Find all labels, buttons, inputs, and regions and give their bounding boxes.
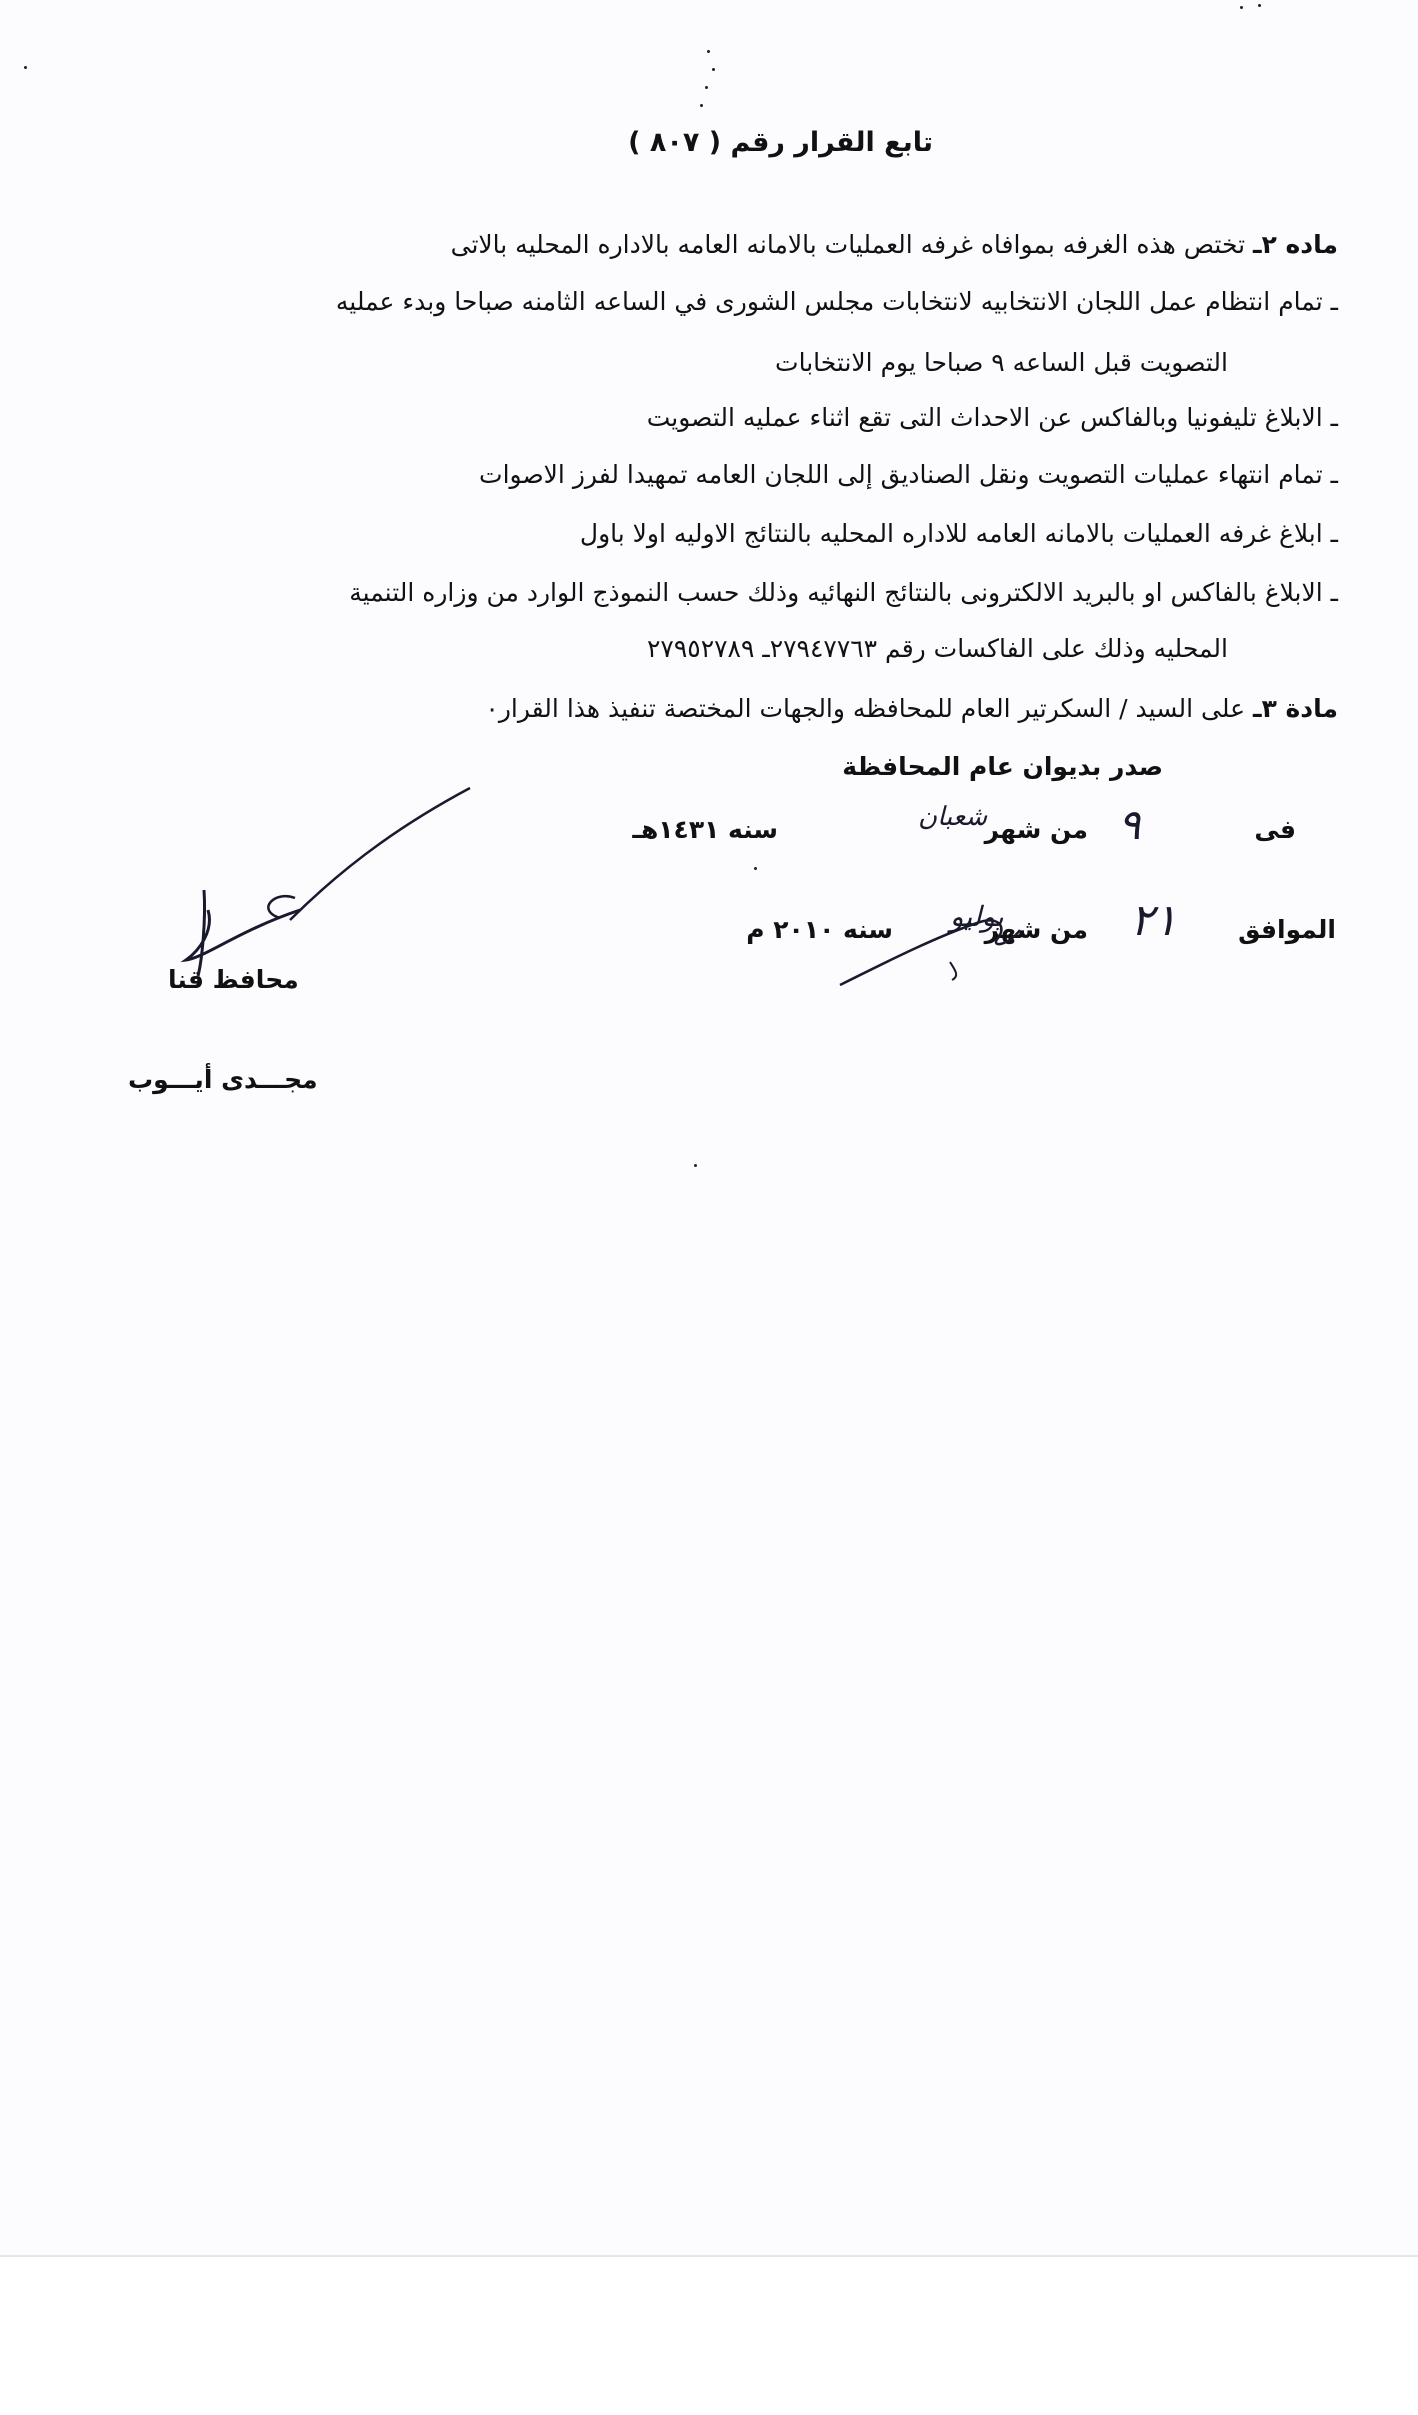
scan-speck xyxy=(1240,6,1243,9)
article-2-intro: تختص هذه الغرفه بموافاه غرفه العمليات بالامانه العامه بالاداره المحليه بالاتى xyxy=(450,230,1246,259)
gregorian-month-handwritten: يوليو xyxy=(950,900,1004,933)
issued-statement: صدر بديوان عام المحافظة xyxy=(842,752,1163,781)
governor-signature xyxy=(180,780,490,980)
scan-speck xyxy=(24,66,27,69)
article-3-label: مادة ٣ـ xyxy=(1253,694,1338,723)
date-handwriting-strokes xyxy=(830,880,1130,990)
scan-speck xyxy=(707,50,710,53)
hijri-year: سنه ١٤٣١هـ xyxy=(632,815,778,844)
scan-speck xyxy=(705,86,708,89)
scan-speck xyxy=(1258,4,1261,7)
article-2-item-5-continuation: المحليه وذلك على الفاكسات رقم ٢٧٩٤٧٧٦٣ـ ٢٧٩٥٢٧٨٩ xyxy=(646,634,1228,663)
article-2-intro-line xyxy=(451,228,1338,262)
item-bullet: ـ xyxy=(1330,519,1338,548)
item-text: الابلاغ بالفاكس او بالبريد الالكترونى بالنتائج النهائيه وذلك حسب النموذج الوارد من وزاره التنمية xyxy=(349,578,1323,607)
item-bullet: ـ xyxy=(1330,403,1338,432)
article-2-item-1-continuation: التصويت قبل الساعه ٩ صباحا يوم الانتخابات xyxy=(775,348,1228,377)
gregorian-year: سنه ٢٠١٠ م xyxy=(746,915,893,944)
hijri-month-handwritten: شعبان xyxy=(918,802,988,832)
gregorian-day-handwritten: ٢١ xyxy=(1130,895,1178,946)
item-text: الابلاغ تليفونيا وبالفاكس عن الاحداث التى تقع اثناء عمليه التصويت xyxy=(646,403,1323,432)
hijri-prefix: فى xyxy=(1254,815,1296,844)
signatory-name: مجـــدى أيـــوب xyxy=(128,1065,318,1094)
gregorian-month-text: من شهر xyxy=(984,915,1088,944)
article-2-item-1 xyxy=(336,285,1338,319)
item-text: تمام انتظام عمل اللجان الانتخابيه لانتخابات مجلس الشورى في الساعه الثامنه صباحا وبدء عمليه xyxy=(335,287,1323,316)
item-bullet: ـ xyxy=(1330,460,1338,489)
article-3-text: على السيد / السكرتير العام للمحافظه والجهات المختصة تنفيذ هذا القرار٠ xyxy=(485,694,1246,723)
item-bullet: ـ xyxy=(1330,287,1338,316)
article-2-item-2 xyxy=(647,401,1338,435)
hijri-month-text: من شهر xyxy=(984,815,1088,844)
page-edge xyxy=(0,2255,1418,2257)
signatory-title: محافظ قنا xyxy=(168,965,299,994)
item-text: ابلاغ غرفه العمليات بالامانه العامه للاداره المحليه بالنتائج الاوليه اولا باول xyxy=(579,519,1323,548)
gregorian-prefix: الموافق xyxy=(1238,915,1336,944)
scan-speck xyxy=(700,104,703,107)
item-text: تمام انتهاء عمليات التصويت ونقل الصناديق إلى اللجان العامه تمهيدا لفرز الاصوات xyxy=(479,460,1323,489)
decision-title: تابع القرار رقم ( ٨٠٧ ) xyxy=(628,127,933,158)
item-bullet: ـ xyxy=(1330,578,1338,607)
scan-speck xyxy=(754,867,757,870)
article-2-item-5 xyxy=(349,576,1338,610)
article-2-item-3 xyxy=(479,458,1338,492)
scan-speck xyxy=(712,68,715,71)
hijri-day-handwritten: ٩ xyxy=(1118,800,1141,849)
article-2-label: ماده ٢ـ xyxy=(1253,230,1338,259)
scan-speck xyxy=(694,1164,697,1167)
article-2-item-4 xyxy=(580,517,1338,551)
article-3-line xyxy=(485,692,1338,726)
